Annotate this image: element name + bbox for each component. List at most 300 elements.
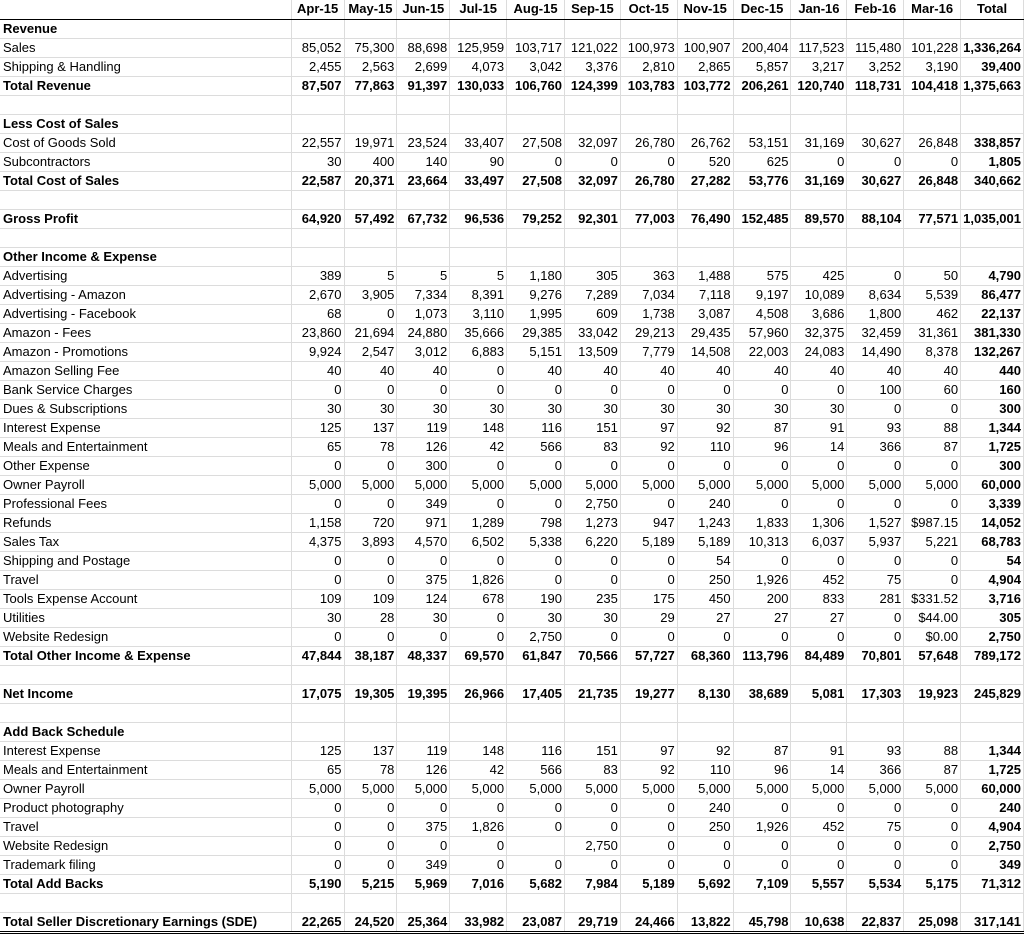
value-cell: 103,772 <box>677 76 733 95</box>
value-cell: 2,750 <box>564 494 620 513</box>
value-cell: 137 <box>344 418 397 437</box>
row-label-cell: Interest Expense <box>0 741 291 760</box>
value-cell: 0 <box>344 380 397 399</box>
value-cell <box>397 19 450 38</box>
value-cell: 42 <box>450 760 507 779</box>
line-item-row <box>0 532 1024 551</box>
value-cell: 9,276 <box>507 285 565 304</box>
line-item-row <box>0 570 1024 589</box>
value-cell: 70,566 <box>564 646 620 665</box>
value-cell <box>847 247 904 266</box>
value-cell: 26,966 <box>450 684 507 703</box>
empty-cell <box>397 228 450 247</box>
value-cell: 29 <box>620 608 677 627</box>
row-label-cell: Total Other Income & Expense <box>0 646 291 665</box>
value-cell <box>397 722 450 741</box>
value-cell: 0 <box>344 836 397 855</box>
value-cell: 0 <box>344 494 397 513</box>
value-cell: 14,490 <box>847 342 904 361</box>
empty-cell <box>450 665 507 684</box>
line-item-row <box>0 456 1024 475</box>
value-cell: 0 <box>450 836 507 855</box>
value-cell: 7,984 <box>564 874 620 893</box>
value-cell: 1,243 <box>677 513 733 532</box>
header-corner-cell <box>0 0 291 19</box>
value-cell: 9,924 <box>291 342 344 361</box>
row-label-cell: Amazon - Promotions <box>0 342 291 361</box>
value-cell <box>344 19 397 38</box>
value-cell <box>847 114 904 133</box>
value-cell: 30 <box>344 399 397 418</box>
value-cell: 5 <box>344 266 397 285</box>
empty-cell <box>564 190 620 209</box>
value-cell: 152,485 <box>733 209 791 228</box>
value-cell: 0 <box>791 152 847 171</box>
value-cell: 29,213 <box>620 323 677 342</box>
empty-cell <box>620 190 677 209</box>
value-cell: 0 <box>904 551 961 570</box>
value-cell: 140 <box>397 152 450 171</box>
total-row <box>0 874 1024 893</box>
line-item-row <box>0 399 1024 418</box>
value-cell <box>847 19 904 38</box>
value-cell: 0 <box>791 855 847 874</box>
line-item-row <box>0 418 1024 437</box>
row-total-cell: 3,716 <box>961 589 1024 608</box>
column-header-cell: Aug-15 <box>507 0 565 19</box>
value-cell: 1,306 <box>791 513 847 532</box>
row-total-cell: 1,336,264 <box>961 38 1024 57</box>
value-cell: 19,395 <box>397 684 450 703</box>
value-cell: 14 <box>791 760 847 779</box>
value-cell: 375 <box>397 570 450 589</box>
section-header-row <box>0 247 1024 266</box>
row-label-cell: Total Add Backs <box>0 874 291 893</box>
value-cell: 23,860 <box>291 323 344 342</box>
empty-cell <box>904 228 961 247</box>
empty-cell <box>847 95 904 114</box>
value-cell: 100 <box>847 380 904 399</box>
value-cell <box>677 247 733 266</box>
line-item-row <box>0 323 1024 342</box>
value-cell: 78 <box>344 760 397 779</box>
value-cell: 137 <box>344 741 397 760</box>
value-cell: 0 <box>791 551 847 570</box>
row-total-cell: 1,344 <box>961 418 1024 437</box>
value-cell: 0 <box>791 380 847 399</box>
value-cell: 6,502 <box>450 532 507 551</box>
row-label-cell: Bank Service Charges <box>0 380 291 399</box>
empty-cell <box>904 703 961 722</box>
row-label-cell: Amazon Selling Fee <box>0 361 291 380</box>
empty-cell <box>904 95 961 114</box>
value-cell: 0 <box>904 855 961 874</box>
value-cell: 103,783 <box>620 76 677 95</box>
value-cell: 121,022 <box>564 38 620 57</box>
value-cell: 250 <box>677 817 733 836</box>
value-cell <box>620 19 677 38</box>
empty-cell <box>847 190 904 209</box>
column-header-cell: Sep-15 <box>564 0 620 19</box>
value-cell: 4,508 <box>733 304 791 323</box>
value-cell: 93 <box>847 418 904 437</box>
row-total-cell: 86,477 <box>961 285 1024 304</box>
value-cell <box>620 247 677 266</box>
empty-cell <box>507 893 565 912</box>
value-cell: 0 <box>564 798 620 817</box>
value-cell: 0 <box>791 836 847 855</box>
value-cell: 14 <box>791 437 847 456</box>
value-cell: 10,089 <box>791 285 847 304</box>
row-total-cell: 1,725 <box>961 760 1024 779</box>
line-item-row <box>0 855 1024 874</box>
value-cell: 520 <box>677 152 733 171</box>
row-total-cell: 240 <box>961 798 1024 817</box>
value-cell: 2,455 <box>291 57 344 76</box>
empty-cell <box>0 665 291 684</box>
value-cell: 0 <box>847 456 904 475</box>
value-cell: 1,995 <box>507 304 565 323</box>
value-cell: 7,118 <box>677 285 733 304</box>
value-cell: 76,490 <box>677 209 733 228</box>
value-cell: 7,334 <box>397 285 450 304</box>
value-cell: 91 <box>791 741 847 760</box>
value-cell: 5 <box>450 266 507 285</box>
value-cell: 97 <box>620 418 677 437</box>
value-cell: 452 <box>791 817 847 836</box>
value-cell: 1,926 <box>733 817 791 836</box>
line-item-row <box>0 741 1024 760</box>
value-cell: 7,109 <box>733 874 791 893</box>
section-header-row <box>0 114 1024 133</box>
value-cell <box>733 722 791 741</box>
value-cell: 96 <box>733 760 791 779</box>
value-cell: 4,570 <box>397 532 450 551</box>
value-cell <box>344 114 397 133</box>
value-cell: 3,217 <box>791 57 847 76</box>
row-label-cell: Other Income & Expense <box>0 247 291 266</box>
value-cell: 40 <box>904 361 961 380</box>
value-cell: 2,670 <box>291 285 344 304</box>
value-cell: 40 <box>564 361 620 380</box>
value-cell: 7,016 <box>450 874 507 893</box>
value-cell: 57,492 <box>344 209 397 228</box>
value-cell: 27 <box>677 608 733 627</box>
empty-cell <box>961 228 1024 247</box>
value-cell: 2,750 <box>507 627 565 646</box>
value-cell: 947 <box>620 513 677 532</box>
row-total-cell <box>961 722 1024 741</box>
value-cell: 0 <box>507 817 565 836</box>
row-total-cell: 4,904 <box>961 570 1024 589</box>
value-cell: 5,000 <box>450 779 507 798</box>
row-label-cell: Shipping & Handling <box>0 57 291 76</box>
column-header-cell: Mar-16 <box>904 0 961 19</box>
value-cell: 0 <box>847 608 904 627</box>
row-total-cell <box>961 247 1024 266</box>
column-header-cell: Oct-15 <box>620 0 677 19</box>
row-total-cell: 71,312 <box>961 874 1024 893</box>
value-cell <box>791 722 847 741</box>
value-cell: 26,780 <box>620 171 677 190</box>
value-cell: 77,571 <box>904 209 961 228</box>
value-cell: 5,000 <box>344 475 397 494</box>
value-cell <box>677 19 733 38</box>
value-cell: 87,507 <box>291 76 344 95</box>
value-cell: 50 <box>904 266 961 285</box>
value-cell: 75 <box>847 570 904 589</box>
value-cell: 0 <box>291 836 344 855</box>
empty-cell <box>344 893 397 912</box>
value-cell: 462 <box>904 304 961 323</box>
value-cell: 0 <box>397 627 450 646</box>
value-cell <box>904 114 961 133</box>
value-cell: 7,289 <box>564 285 620 304</box>
value-cell: 206,261 <box>733 76 791 95</box>
value-cell: 0 <box>291 551 344 570</box>
value-cell: 5,000 <box>291 779 344 798</box>
empty-cell <box>733 703 791 722</box>
value-cell: 5,539 <box>904 285 961 304</box>
line-item-row <box>0 798 1024 817</box>
value-cell: 22,265 <box>291 912 344 932</box>
empty-cell <box>677 190 733 209</box>
value-cell: 93 <box>847 741 904 760</box>
value-cell: 0 <box>507 798 565 817</box>
line-item-row <box>0 836 1024 855</box>
row-total-cell: 300 <box>961 399 1024 418</box>
value-cell: 566 <box>507 760 565 779</box>
value-cell <box>291 247 344 266</box>
value-cell: 0 <box>847 266 904 285</box>
summary-row <box>0 684 1024 703</box>
value-cell: 281 <box>847 589 904 608</box>
value-cell: 566 <box>507 437 565 456</box>
value-cell: 575 <box>733 266 791 285</box>
value-cell: 5,190 <box>291 874 344 893</box>
empty-cell <box>620 228 677 247</box>
value-cell: 57,727 <box>620 646 677 665</box>
value-cell: 26,780 <box>620 133 677 152</box>
blank-row <box>0 228 1024 247</box>
value-cell: 0 <box>620 152 677 171</box>
row-total-cell <box>961 19 1024 38</box>
value-cell: 22,837 <box>847 912 904 932</box>
value-cell: 117,523 <box>791 38 847 57</box>
value-cell: 40 <box>791 361 847 380</box>
blank-row <box>0 893 1024 912</box>
value-cell <box>564 722 620 741</box>
value-cell: 30 <box>733 399 791 418</box>
value-cell: 151 <box>564 418 620 437</box>
value-cell: 5,969 <box>397 874 450 893</box>
value-cell: 0 <box>344 627 397 646</box>
value-cell: 119 <box>397 741 450 760</box>
row-label-cell: Meals and Entertainment <box>0 760 291 779</box>
column-header-cell: May-15 <box>344 0 397 19</box>
value-cell: 22,557 <box>291 133 344 152</box>
row-label-cell: Amazon - Fees <box>0 323 291 342</box>
row-total-cell: 60,000 <box>961 779 1024 798</box>
value-cell: 75,300 <box>344 38 397 57</box>
value-cell: 0 <box>847 855 904 874</box>
value-cell: 125 <box>291 418 344 437</box>
row-total-cell: 60,000 <box>961 475 1024 494</box>
empty-cell <box>961 665 1024 684</box>
value-cell: 1,926 <box>733 570 791 589</box>
empty-cell <box>961 190 1024 209</box>
row-label-cell: Net Income <box>0 684 291 703</box>
value-cell: 48,337 <box>397 646 450 665</box>
empty-cell <box>847 893 904 912</box>
value-cell: 0 <box>733 494 791 513</box>
value-cell: 2,750 <box>564 836 620 855</box>
row-label-cell: Revenue <box>0 19 291 38</box>
value-cell: 6,220 <box>564 532 620 551</box>
value-cell: 363 <box>620 266 677 285</box>
line-item-row <box>0 494 1024 513</box>
value-cell: 60 <box>904 380 961 399</box>
value-cell: 47,844 <box>291 646 344 665</box>
value-cell: 25,098 <box>904 912 961 932</box>
value-cell: 40 <box>344 361 397 380</box>
row-label-cell: Website Redesign <box>0 627 291 646</box>
value-cell: 0 <box>620 551 677 570</box>
blank-row <box>0 190 1024 209</box>
value-cell <box>507 722 565 741</box>
value-cell: 33,407 <box>450 133 507 152</box>
value-cell: 87 <box>733 741 791 760</box>
value-cell: 120,740 <box>791 76 847 95</box>
value-cell: 35,666 <box>450 323 507 342</box>
value-cell <box>291 114 344 133</box>
row-label-cell: Trademark filing <box>0 855 291 874</box>
value-cell: 0 <box>791 456 847 475</box>
value-cell: 0 <box>620 817 677 836</box>
value-cell: 57,648 <box>904 646 961 665</box>
value-cell: 450 <box>677 589 733 608</box>
value-cell: 0 <box>564 570 620 589</box>
value-cell: 971 <box>397 513 450 532</box>
value-cell: 68 <box>291 304 344 323</box>
value-cell: 110 <box>677 760 733 779</box>
value-cell: 0 <box>904 152 961 171</box>
value-cell <box>733 247 791 266</box>
value-cell: 5,000 <box>904 779 961 798</box>
value-cell: 75 <box>847 817 904 836</box>
empty-cell <box>733 95 791 114</box>
summary-row <box>0 209 1024 228</box>
row-label-cell: Advertising <box>0 266 291 285</box>
value-cell: 5,557 <box>791 874 847 893</box>
value-cell: 0 <box>904 570 961 589</box>
empty-cell <box>291 665 344 684</box>
empty-cell <box>791 703 847 722</box>
value-cell: 0 <box>904 836 961 855</box>
line-item-row <box>0 152 1024 171</box>
value-cell: 1,289 <box>450 513 507 532</box>
value-cell: 349 <box>397 855 450 874</box>
value-cell: 5,000 <box>733 779 791 798</box>
value-cell: 0 <box>620 627 677 646</box>
value-cell: 125 <box>291 741 344 760</box>
row-label-cell: Gross Profit <box>0 209 291 228</box>
row-total-cell: 39,400 <box>961 57 1024 76</box>
value-cell: 4,375 <box>291 532 344 551</box>
value-cell <box>564 247 620 266</box>
value-cell <box>450 722 507 741</box>
value-cell: 126 <box>397 437 450 456</box>
empty-cell <box>291 703 344 722</box>
value-cell <box>450 19 507 38</box>
value-cell: 0 <box>620 380 677 399</box>
row-total-cell: 14,052 <box>961 513 1024 532</box>
value-cell: 8,378 <box>904 342 961 361</box>
value-cell <box>564 114 620 133</box>
value-cell: 40 <box>847 361 904 380</box>
value-cell: 5,000 <box>791 779 847 798</box>
value-cell: 0 <box>677 836 733 855</box>
value-cell: 19,277 <box>620 684 677 703</box>
value-cell: 109 <box>344 589 397 608</box>
value-cell: 5,000 <box>847 475 904 494</box>
value-cell: 19,971 <box>344 133 397 152</box>
value-cell <box>791 19 847 38</box>
value-cell: 89,570 <box>791 209 847 228</box>
line-item-row <box>0 627 1024 646</box>
value-cell: 0 <box>507 570 565 589</box>
empty-cell <box>733 190 791 209</box>
value-cell: 33,497 <box>450 171 507 190</box>
value-cell: 0 <box>450 798 507 817</box>
value-cell: 2,810 <box>620 57 677 76</box>
empty-cell <box>904 190 961 209</box>
value-cell: 5 <box>397 266 450 285</box>
value-cell: 92 <box>620 760 677 779</box>
empty-cell <box>961 893 1024 912</box>
value-cell: 1,527 <box>847 513 904 532</box>
section-header-row <box>0 19 1024 38</box>
value-cell: 0 <box>847 836 904 855</box>
value-cell: 88,104 <box>847 209 904 228</box>
value-cell: 5,338 <box>507 532 565 551</box>
value-cell: 0 <box>344 551 397 570</box>
value-cell: 1,826 <box>450 817 507 836</box>
value-cell: 97 <box>620 741 677 760</box>
value-cell: 0 <box>507 380 565 399</box>
value-cell: 22,587 <box>291 171 344 190</box>
value-cell: 235 <box>564 589 620 608</box>
value-cell: 0 <box>344 855 397 874</box>
value-cell <box>507 836 565 855</box>
value-cell: 5,682 <box>507 874 565 893</box>
value-cell: 24,466 <box>620 912 677 932</box>
value-cell: 87 <box>904 437 961 456</box>
row-total-cell: 3,339 <box>961 494 1024 513</box>
value-cell: 3,252 <box>847 57 904 76</box>
value-cell: 67,732 <box>397 209 450 228</box>
value-cell: 2,563 <box>344 57 397 76</box>
row-label-cell: Total Cost of Sales <box>0 171 291 190</box>
value-cell: 54 <box>677 551 733 570</box>
value-cell: 0 <box>450 551 507 570</box>
value-cell: 23,087 <box>507 912 565 932</box>
value-cell: 118,731 <box>847 76 904 95</box>
total-row <box>0 646 1024 665</box>
value-cell <box>397 114 450 133</box>
value-cell <box>904 19 961 38</box>
row-total-cell: 1,805 <box>961 152 1024 171</box>
